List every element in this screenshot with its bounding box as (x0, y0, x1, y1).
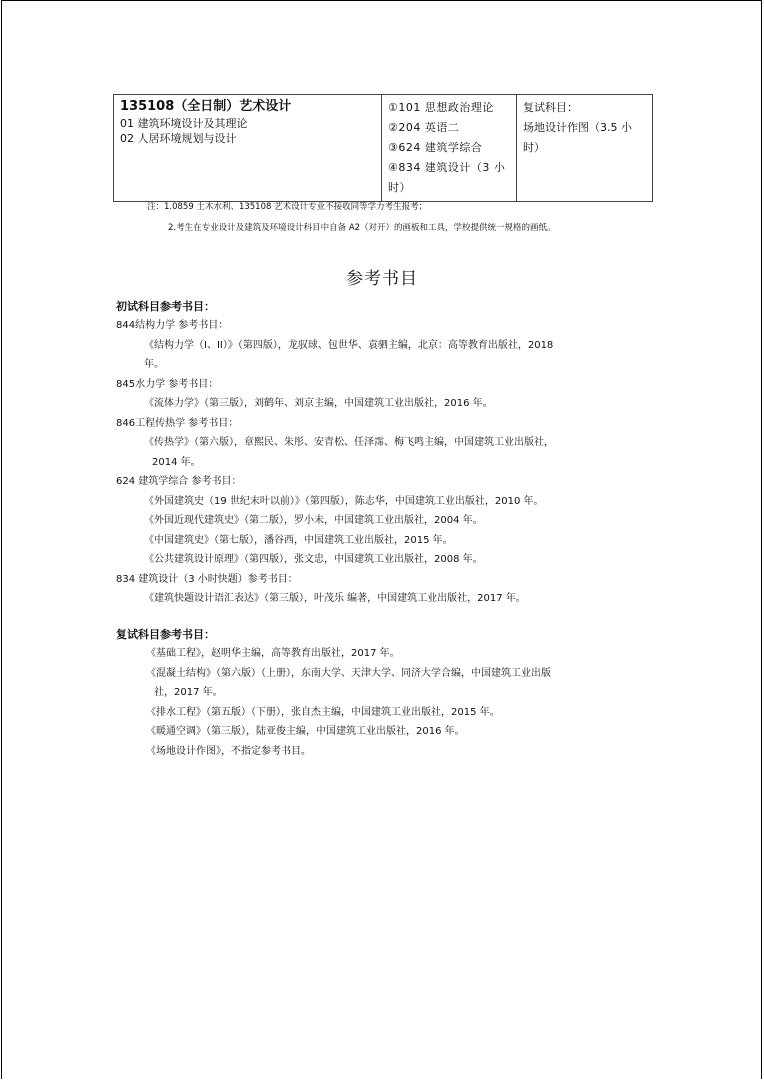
reference-line: 《传热学》（第六版），章熙民、朱彤、安青松、任泽霈、梅飞鸣主编，中国建筑工业出版社， (144, 437, 554, 448)
program-cell (114, 95, 382, 202)
reference-item: 《建筑快题设计语汇表达》（第三版），叶茂乐 编著，中国建筑工业出版社，2017 年。 (144, 593, 526, 604)
reference-item: 《排水工程》（第五版）（下册），张自杰主编，中国建筑工业出版社，2015 年。 (146, 706, 500, 718)
reference-item: 《外国建筑史（19 世纪末叶以前）》（第四版），陈志华，中国建筑工业出版社，2010 年。 (144, 495, 544, 507)
exam-subject: ③624 建筑学综合 (388, 141, 483, 154)
reference-line: 《混凝土结构》（第六版）（上册），东南大学、天津大学、同济大学合编，中国建筑工业出版 (146, 667, 551, 679)
exam-subject: ④834 建筑设计（3 小时） (388, 161, 506, 194)
course-heading: 845水力学 参考书目： (116, 378, 219, 390)
reference-item: 《场地设计作图》，不指定参考书目。 (146, 745, 311, 757)
retest-label: 复试科目： (523, 101, 578, 114)
direction-item: 02 人居环境规划与设计 (120, 132, 237, 145)
note-2: 2.考生在专业设计及建筑及环境设计科目中自备 A2（对开）的画板和工具，学校提供统一规格的画纸。 (168, 223, 556, 233)
course-heading: 624 建筑学综合 参考书目： (116, 476, 242, 487)
exam-subject: ①101 思想政治理论 (388, 101, 494, 114)
reference-item (116, 664, 656, 703)
reference-line: 社，2017 年。 (154, 687, 223, 698)
exam-subjects-cell (382, 95, 517, 202)
reference-item: 《基础工程》，赵明华主编，高等教育出版社，2017 年。 (146, 648, 400, 659)
note-1: 注：1.0859 土木水利、135108 艺术设计专业不接收同等学力考生报考； (147, 202, 428, 212)
course-heading: 846工程传热学 参考书目： (116, 417, 239, 429)
reference-item: 《暖通空调》（第三版），陆亚俊主编，中国建筑工业出版社，2016 年。 (146, 726, 465, 737)
reference-item (116, 433, 656, 472)
notes (147, 197, 556, 239)
course-heading: 844结构力学 参考书目： (116, 320, 229, 331)
initial-reference-section (116, 297, 656, 609)
retest-reference-section (116, 625, 656, 761)
section-title: 复试科目参考书目： (116, 628, 215, 641)
reference-line: 年。 (144, 359, 164, 370)
reference-item: 《外国近现代建筑史》（第二版），罗小未，中国建筑工业出版社，2004 年。 (144, 515, 483, 526)
reference-item: 《公共建筑设计原理》（第四版），张文忠，中国建筑工业出版社，2008 年。 (144, 554, 483, 565)
reference-line: 2014 年。 (152, 456, 201, 468)
course-heading: 834 建筑设计（3 小时快题）参考书目： (116, 573, 298, 585)
reference-line: 《结构力学（I、II）》（第四版），龙驭球、包世华、袁驷主编，北京：高等教育出版社，2018 (144, 339, 554, 351)
reference-title: 参考书目 (346, 269, 418, 289)
retest-cell (517, 95, 653, 202)
program-title: 135108（全日制）艺术设计 (120, 99, 292, 114)
reference-item: 《流体力学》（第三版），刘鹤年、刘京主编，中国建筑工业出版社，2016 年。 (144, 398, 493, 409)
exam-subject: ②204 英语二 (388, 121, 460, 134)
direction-item: 01 建筑环境设计及其理论 (120, 117, 248, 130)
reference-item: 《中国建筑史》（第七版），潘谷西，中国建筑工业出版社，2015 年。 (144, 534, 453, 546)
retest-subject: 场地设计作图（3.5 小时） (523, 121, 632, 154)
program-table (113, 94, 653, 202)
section-title: 初试科目参考书目： (116, 300, 215, 313)
reference-item (116, 336, 656, 375)
